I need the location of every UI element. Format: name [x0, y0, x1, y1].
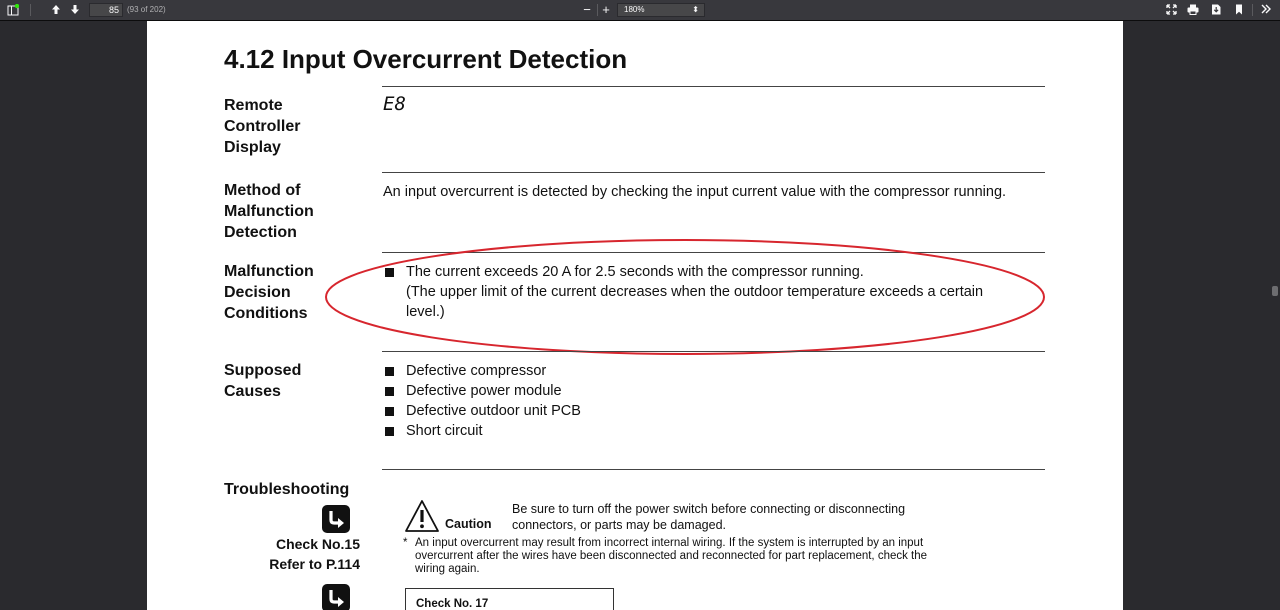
warning-triangle-icon [404, 499, 440, 533]
check-number: Check No.15 [275, 536, 360, 552]
wiring-note: * An input overcurrent may result from incorrect internal wiring. If the system is interrupted by an input overcurrent after the wires have been disconnected and reconnected for part replacement, check the wiring again. [403, 537, 928, 575]
section-divider [382, 469, 1045, 470]
method-label: Method of Malfunction Detection [224, 182, 314, 241]
causes-label: Supposed Causes [224, 362, 302, 400]
page-number-input[interactable] [89, 3, 123, 17]
error-code-text: E8 [383, 93, 406, 113]
pdf-page [147, 21, 1123, 610]
zoom-in-button[interactable]: + [602, 2, 610, 17]
turn-arrow-icon [322, 505, 350, 533]
select-arrow-icon: ⬍ [692, 5, 699, 14]
zoom-out-button[interactable]: − [583, 2, 591, 17]
page-title: 4.12 Input Overcurrent Detection [224, 44, 628, 74]
conditions-label: Malfunction Decision Conditions [224, 263, 314, 322]
list-item: Short circuit [383, 421, 581, 441]
toolbar-separator [1252, 4, 1253, 16]
bookmark-icon [1235, 4, 1243, 15]
check-no-17-box [405, 588, 614, 610]
toolbar-separator [30, 4, 31, 16]
download-icon [1211, 4, 1221, 15]
troubleshooting-label: Troubleshooting [224, 481, 350, 498]
list-item: Defective outdoor unit PCB [383, 401, 581, 421]
print-button[interactable] [1186, 2, 1200, 18]
page-count-label: (93 of 202) [127, 5, 166, 14]
method-text: An input overcurrent is detected by checking the input current value with the compressor running. [383, 184, 1007, 200]
bookmark-button[interactable] [1232, 2, 1246, 18]
caution-text: Be sure to turn off the power switch before connecting or disconnecting connectors, or parts may be damaged. [512, 502, 906, 532]
scrollbar-thumb[interactable] [1272, 286, 1278, 296]
refer-page: Refer to P.114 [269, 556, 360, 572]
zoom-value: 180% [624, 5, 645, 14]
arrow-down-icon [70, 4, 80, 15]
caution-label: Caution [445, 517, 492, 531]
pdf-toolbar [0, 0, 1280, 21]
check-box-label: Check No. 17 [416, 598, 489, 610]
bullet-square-icon [385, 427, 394, 436]
toolbar-separator [597, 4, 598, 16]
list-item: The current exceeds 20 A for 2.5 seconds with the compressor running. (The upper limit of the current decreases when the outdoor temperature exceeds a certain level.) [383, 262, 983, 322]
turn-arrow-icon [322, 584, 350, 610]
list-item: Defective power module [383, 381, 581, 401]
error-code-e8-display [383, 93, 411, 113]
list-item: Defective compressor [383, 361, 581, 381]
vertical-scrollbar[interactable] [1270, 21, 1280, 610]
bullet-square-icon [385, 407, 394, 416]
bullet-square-icon [385, 387, 394, 396]
fullscreen-icon [1166, 4, 1177, 15]
causes-list [383, 361, 581, 441]
sidebar-toggle-button[interactable] [6, 2, 20, 18]
section-divider [382, 351, 1045, 352]
tools-menu-button[interactable] [1258, 2, 1274, 18]
remote-display-label: Remote Controller Display [224, 97, 301, 156]
asterisk-marker: * [403, 537, 408, 549]
check-reference [269, 534, 360, 574]
highlight-ellipse [325, 239, 1047, 359]
previous-page-button[interactable] [49, 2, 63, 18]
section-divider [382, 172, 1045, 173]
save-button[interactable] [1209, 2, 1223, 18]
bullet-square-icon [385, 367, 394, 376]
zoom-select[interactable] [617, 3, 705, 17]
printer-icon [1187, 4, 1199, 15]
double-chevron-right-icon [1261, 4, 1271, 14]
next-page-button[interactable] [68, 2, 82, 18]
presentation-mode-button[interactable] [1164, 2, 1178, 18]
section-divider [382, 86, 1045, 87]
arrow-up-icon [51, 4, 61, 15]
sidebar-icon [7, 4, 19, 16]
